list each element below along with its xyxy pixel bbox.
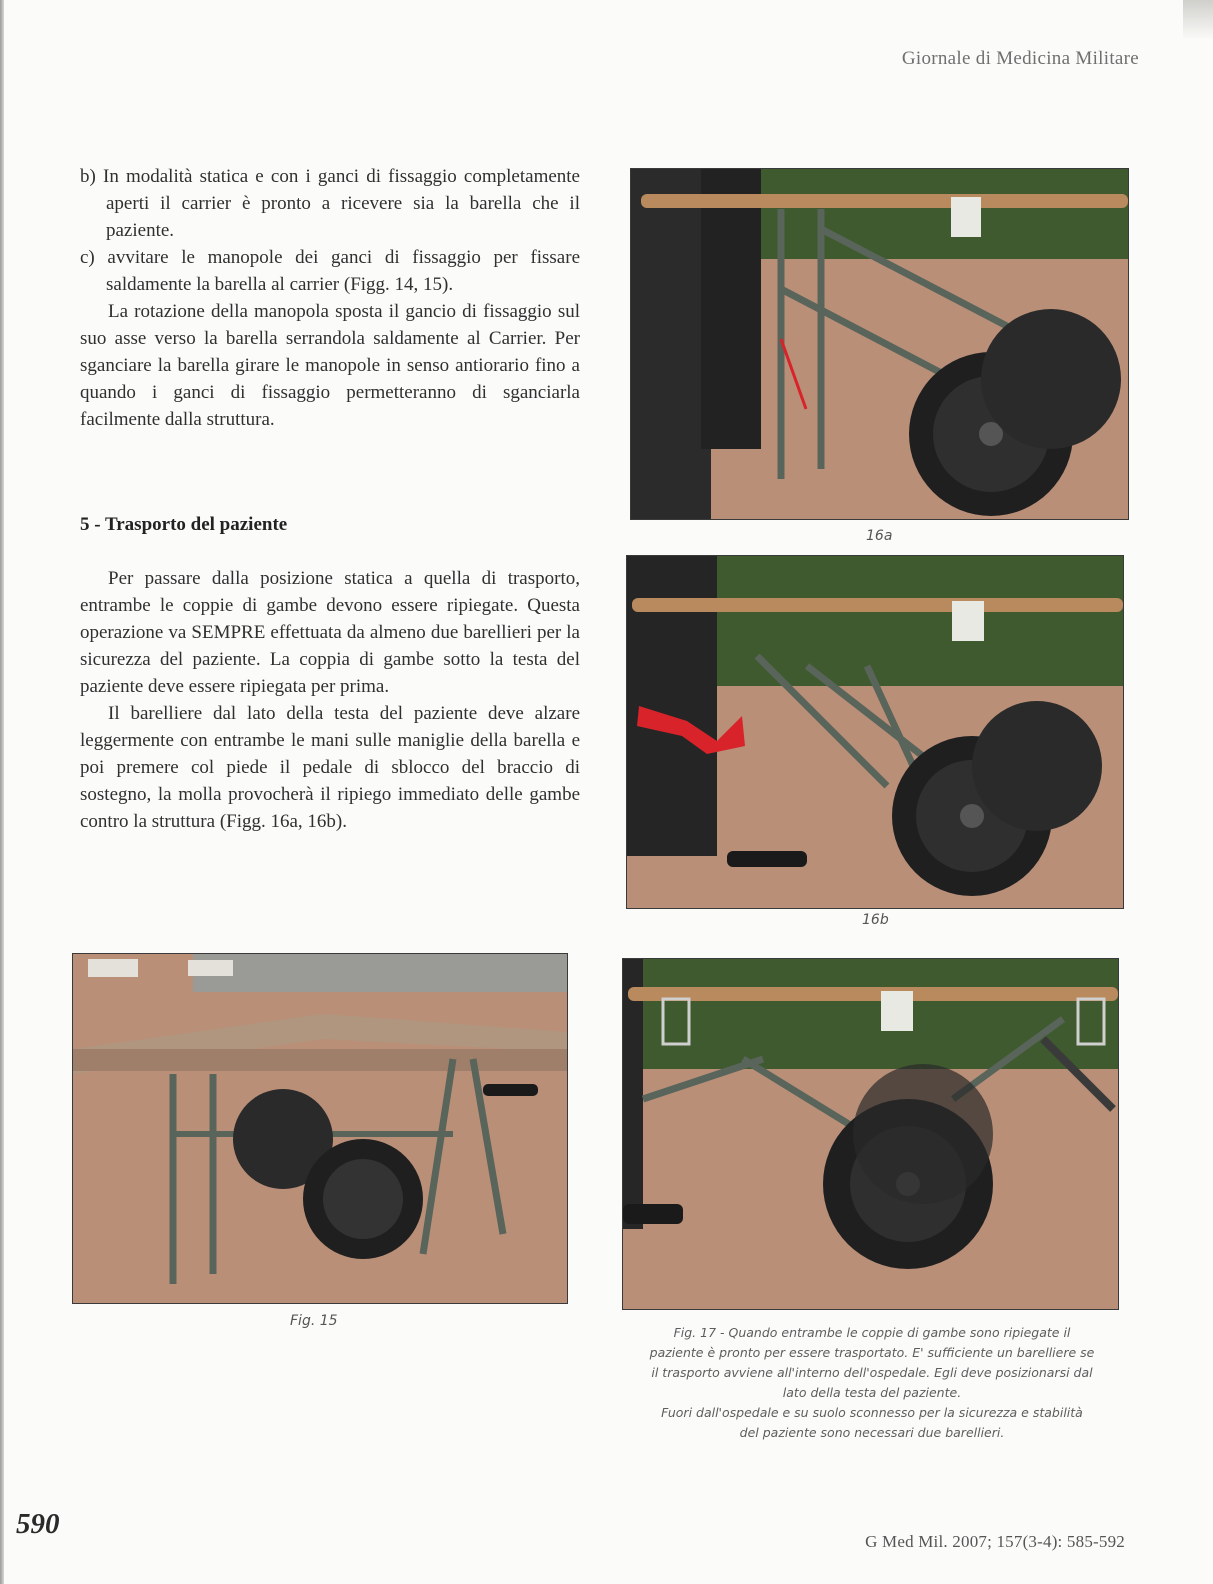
transport-paragraph-2: Il barelliere dal lato della testa del paziente deve alzare leggermente con entrambe le mani sulle maniglie della barella e poi premere col piede il pedale di sblocco del braccio di sostegno, la molla provocherà il ripiego immediato delle gambe contro la struttura (Figg. 16a, 16b).	[80, 703, 580, 832]
photo-16a-illustration	[631, 169, 1128, 519]
caption-16b: 16b	[862, 912, 889, 928]
photo-fig15	[72, 953, 568, 1304]
section-heading: 5 - Trasporto del paziente	[80, 514, 288, 535]
transport-paragraph-1: Per passare dalla posizione statica a quella di trasporto, entrambe le coppie di gambe devono essere ripiegate. Questa operazione va SEMPRE effettuata da almeno due barellieri per la sicurezza del paziente. La coppia di gambe sotto la testa del paziente deve essere ripiegata per prima.	[80, 568, 580, 697]
fig17-caption-line: paziente è pronto per essere trasportato. E' sufficiente un barelliere se	[649, 1345, 1095, 1360]
fig17-caption-line: Fig. 17 - Quando entrambe le coppie di gambe sono ripiegate il	[673, 1325, 1071, 1340]
photo-16b-illustration	[627, 556, 1123, 908]
instruction-item-b: b) In modalità statica e con i ganci di fissaggio completamente aperti il carrier è pronto a ricevere sia la barella che il paziente.	[80, 166, 580, 241]
caption-16a: 16a	[866, 528, 893, 544]
page-number: 590	[16, 1508, 60, 1540]
fig17-caption-line: il trasporto avviene all'interno dell'ospedale. Egli deve posizionarsi dal	[651, 1365, 1093, 1380]
rotation-paragraph: La rotazione della manopola sposta il gancio di fissaggio sul suo asse verso la barella serrandola saldamente al Carrier. Per sganciare la barella girare le manopole in senso antiorario fino a quando i ganci di fissaggio permetteranno di sganciarla facilmente dalla struttura.	[80, 301, 580, 430]
page-scan-shadow	[1183, 0, 1213, 40]
photo-fig15-illustration	[73, 954, 567, 1303]
journal-header: Giornale di Medicina Militare	[901, 48, 1139, 69]
fig17-caption	[622, 1323, 1122, 1443]
instruction-list	[80, 163, 580, 433]
page-scan-edge	[0, 0, 4, 1584]
fig17-caption-line: lato della testa del paziente.	[782, 1385, 962, 1400]
caption-fig15: Fig. 15	[290, 1313, 338, 1329]
fig17-caption-line: del paziente sono necessari due barellieri.	[739, 1425, 1005, 1440]
transport-text	[80, 565, 580, 835]
citation-footer: G Med Mil. 2007; 157(3-4): 585-592	[865, 1532, 1125, 1551]
fig17-caption-line: Fuori dall'ospedale e su suolo sconnesso per la sicurezza e stabilità	[661, 1405, 1083, 1420]
photo-16a	[630, 168, 1129, 520]
photo-fig17	[622, 958, 1119, 1310]
photo-16b	[626, 555, 1124, 909]
instruction-item-c: c) avvitare le manopole dei ganci di fissaggio per fissare saldamente la barella al carrier (Figg. 14, 15).	[80, 247, 580, 295]
photo-fig17-illustration	[623, 959, 1118, 1309]
